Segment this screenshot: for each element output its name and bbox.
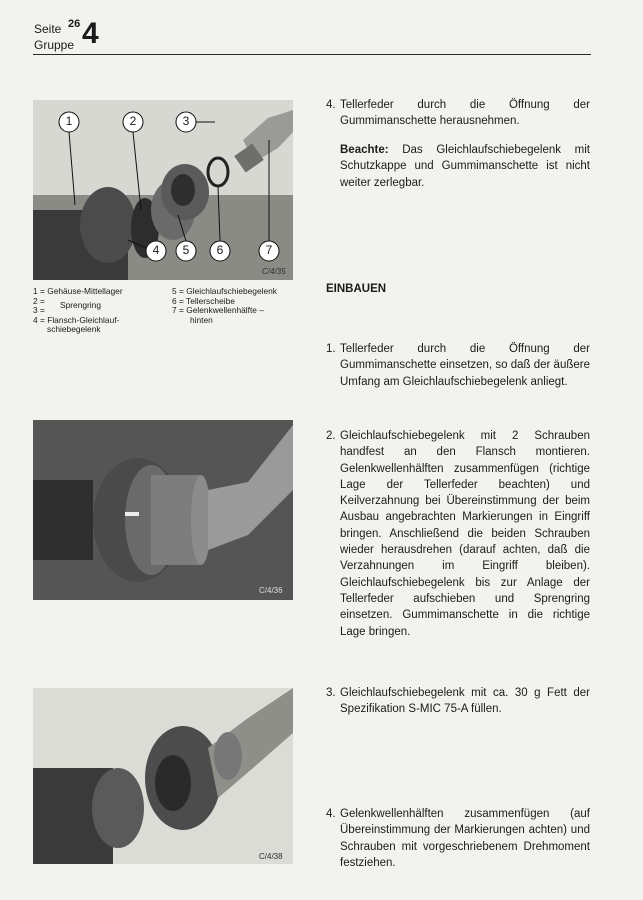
callout-3: 3 (182, 114, 190, 128)
callout-5: 5 (182, 243, 190, 257)
legend-item: 5 = Gleichlaufschiebegelenk (172, 286, 277, 296)
section-heading: EINBAUEN (326, 283, 387, 295)
legend-item: hinten (190, 314, 213, 325)
step-number: 2. (326, 430, 336, 442)
callout-2: 2 (129, 114, 137, 128)
step-number: 1. (326, 343, 336, 355)
step-text: Gelenkwellenhälften zusammenfügen (auf Übereinstimmung der Markierungen achten) und Schrauben mit vorgeschriebenem Drehmoment festziehen. (340, 808, 590, 869)
figure-1-legend-right (172, 287, 277, 325)
page-label: Seite (34, 22, 62, 36)
figure-1-legend-left (33, 287, 123, 335)
callout-6: 6 (216, 243, 224, 257)
legend-item: 6 = Tellerscheibe (172, 295, 235, 306)
legend-item: 4 = Flansch-Gleichlauf- (33, 314, 120, 325)
figure-3-photo (33, 688, 293, 864)
install-step-1 (326, 341, 590, 390)
callout-1: 1 (65, 114, 73, 128)
legend-item: 7 = Gelenkwellenhälfte – (172, 305, 264, 315)
figure-1-code: C/4/35 (262, 267, 286, 276)
step-text: Tellerfeder durch die Öffnung der Gummimanschette herausnehmen. (340, 99, 590, 128)
group-number: 4 (82, 17, 99, 50)
callout-4: 4 (152, 243, 160, 257)
legend-brace-text: Sprengring (60, 300, 101, 310)
install-step-2 (326, 428, 590, 640)
header-rule (33, 54, 591, 55)
step-number: 4. (326, 99, 336, 111)
page-number: 26 (68, 18, 81, 30)
group-label: Gruppe (34, 38, 75, 52)
step-text: Gleichlaufschiebegelenk mit 2 Schrauben handfest an den Flansch montieren. Gelenkwellenhälften zusammenfügen (richtige Lage der Tellerfeder beachten) und Keilverzahnung bei Übereinstimmung der beim Ausbau angebrachten Markierungen in Eingriff bringen. Anschließend die beiden Schrauben wieder herausdrehen (darauf achten, daß die Verzahnungen im Eingriff bleiben). Gleichlaufschiebegelenk bis zur Anlage der Tellerfeder aufschieben und Sprengring einsetzen. Gummimanschette in die richtige Lage bringen. (340, 430, 590, 638)
legend-item: schiebegelenk (47, 324, 101, 334)
step-number: 3. (326, 687, 336, 699)
step-4-removal (326, 97, 590, 130)
callout-7: 7 (265, 243, 273, 257)
note-label: Beachte: (340, 144, 389, 156)
note-text: Das Gleichlaufschiebegelenk mit Schutzkappe und Gummimanschette ist nicht weiter zerlegbar. (340, 144, 590, 189)
install-step-4 (326, 806, 590, 871)
legend-item: 3 = (33, 305, 45, 315)
figure-2-photo (33, 420, 293, 600)
step-text: Gleichlaufschiebegelenk mit ca. 30 g Fett der Spezifikation S-MIC 75-A füllen. (340, 687, 590, 716)
figure-2-code: C/4/36 (259, 586, 283, 595)
legend-item: 1 = Gehäuse-Mittellager (33, 286, 123, 296)
step-text: Tellerfeder durch die Öffnung der Gummimanschette einsetzen, so daß der äußere Umfang am Gleichlaufschiebegelenk anliegt. (340, 343, 590, 388)
legend-item: 2 = (33, 295, 45, 306)
figure-3-illustration (33, 688, 293, 864)
note-block (340, 142, 590, 191)
step-number: 4. (326, 808, 336, 820)
figure-3-code: C/4/38 (259, 852, 283, 861)
install-step-3 (326, 685, 590, 718)
figure-2-illustration (33, 420, 293, 600)
